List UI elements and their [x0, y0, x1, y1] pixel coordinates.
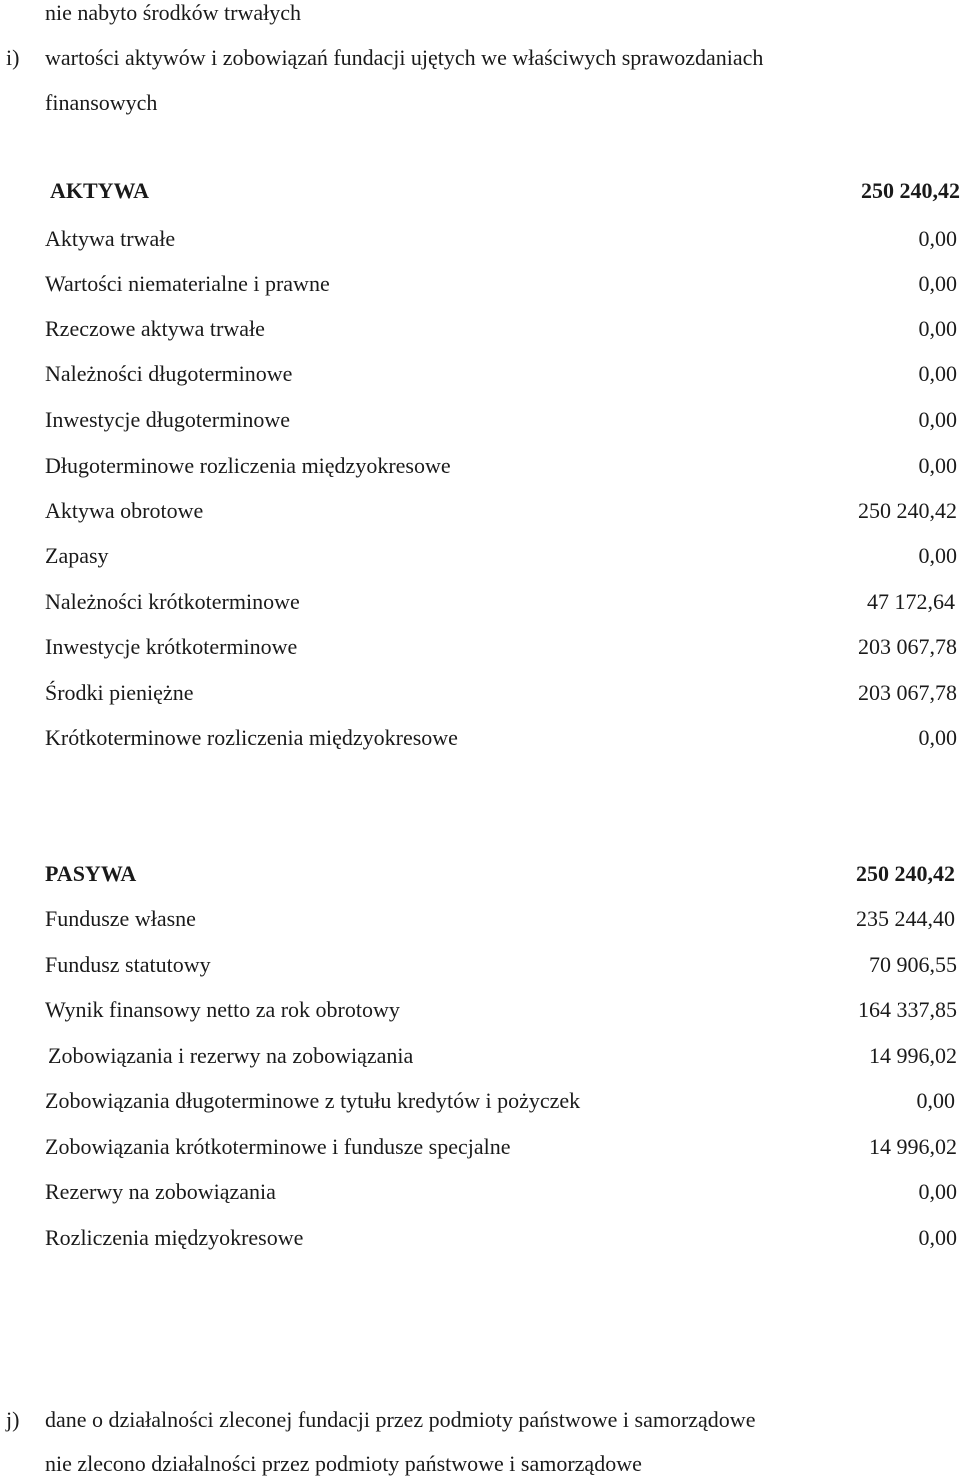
- row-label: Fundusz statutowy: [45, 952, 211, 977]
- row-label: Zobowiązania długoterminowe z tytułu kredytów i pożyczek: [45, 1088, 581, 1113]
- table-row: [45, 1179, 957, 1205]
- row-value: 0,00: [918, 725, 957, 750]
- row-label: Należności długoterminowe: [45, 361, 293, 386]
- row-value: 0,00: [918, 1225, 957, 1250]
- section-i-heading-line2: finansowych: [45, 90, 158, 115]
- row-label: Rozliczenia międzyokresowe: [45, 1225, 304, 1250]
- table-row: [45, 634, 957, 660]
- row-label: Krótkoterminowe rozliczenia międzyokresowe: [45, 725, 458, 750]
- row-value: 0,00: [918, 407, 957, 432]
- row-value: 14 996,02: [869, 1134, 957, 1159]
- row-label: Środki pieniężne: [45, 680, 194, 705]
- section-i-marker: i): [6, 45, 20, 70]
- row-value: 0,00: [918, 361, 957, 386]
- row-value: 250 240,42: [858, 498, 957, 523]
- row-value: 235 244,40: [856, 906, 955, 931]
- table-row: [48, 1043, 957, 1069]
- row-value: 0,00: [918, 226, 957, 251]
- row-label: Inwestycje krótkoterminowe: [45, 634, 298, 659]
- row-label: Inwestycje długoterminowe: [45, 407, 290, 432]
- row-value: 0,00: [918, 316, 957, 341]
- row-label: Wynik finansowy netto za rok obrotowy: [45, 997, 400, 1022]
- row-label: Zobowiązania krótkoterminowe i fundusze specjalne: [45, 1134, 511, 1159]
- row-value: 47 172,64: [867, 589, 955, 614]
- aktywa-header-label: AKTYWA: [50, 178, 150, 203]
- table-row: [45, 226, 957, 252]
- row-label: Zobowiązania i rezerwy na zobowiązania: [48, 1043, 414, 1068]
- row-label: Długoterminowe rozliczenia międzyokresowe: [45, 453, 451, 478]
- row-label: Rezerwy na zobowiązania: [45, 1179, 276, 1204]
- table-row: [45, 1225, 957, 1251]
- row-label: Fundusze własne: [45, 906, 196, 931]
- row-value: 0,00: [918, 271, 957, 296]
- table-row: [45, 543, 957, 569]
- aktywa-header-value: 250 240,42: [861, 178, 960, 203]
- aktywa-header-row: [50, 178, 960, 204]
- row-value: 70 906,55: [869, 952, 957, 977]
- row-value: 0,00: [918, 453, 957, 478]
- row-value: 0,00: [918, 1179, 957, 1204]
- row-value: 0,00: [918, 543, 957, 568]
- table-row: [45, 952, 957, 978]
- row-label: Należności krótkoterminowe: [45, 589, 300, 614]
- table-row: [45, 906, 955, 932]
- table-row: [45, 407, 957, 433]
- row-value: 203 067,78: [858, 680, 957, 705]
- table-row: [45, 316, 957, 342]
- table-row: [45, 1134, 957, 1160]
- row-value: 14 996,02: [869, 1043, 957, 1068]
- table-row: [45, 271, 957, 297]
- section-j-marker: j): [6, 1407, 20, 1432]
- row-value: 164 337,85: [858, 997, 957, 1022]
- table-row: [45, 589, 955, 615]
- row-label: Zapasy: [45, 543, 109, 568]
- row-label: Wartości niematerialne i prawne: [45, 271, 330, 296]
- section-j-heading: dane o działalności zleconej fundacji przez podmioty państwowe i samorządowe: [45, 1407, 756, 1432]
- pasywa-header-row: [45, 861, 955, 887]
- row-label: Aktywa trwałe: [45, 226, 176, 251]
- table-row: [45, 498, 957, 524]
- row-value: 0,00: [916, 1088, 955, 1113]
- table-row: [45, 1088, 955, 1114]
- row-label: Aktywa obrotowe: [45, 498, 204, 523]
- row-value: 203 067,78: [858, 634, 957, 659]
- section-j-note: nie zlecono działalności przez podmioty państwowe i samorządowe: [45, 1451, 642, 1476]
- pasywa-header-value: 250 240,42: [856, 861, 955, 886]
- table-row: [45, 453, 957, 479]
- row-label: Rzeczowe aktywa trwałe: [45, 316, 265, 341]
- table-row: [45, 361, 957, 387]
- table-row: [45, 725, 957, 751]
- table-row: [45, 680, 957, 706]
- table-row: [45, 997, 957, 1023]
- intro-line: nie nabyto środków trwałych: [45, 0, 301, 25]
- section-i-heading-line1: wartości aktywów i zobowiązań fundacji ujętych we właściwych sprawozdaniach: [45, 45, 764, 70]
- pasywa-header-label: PASYWA: [45, 861, 137, 886]
